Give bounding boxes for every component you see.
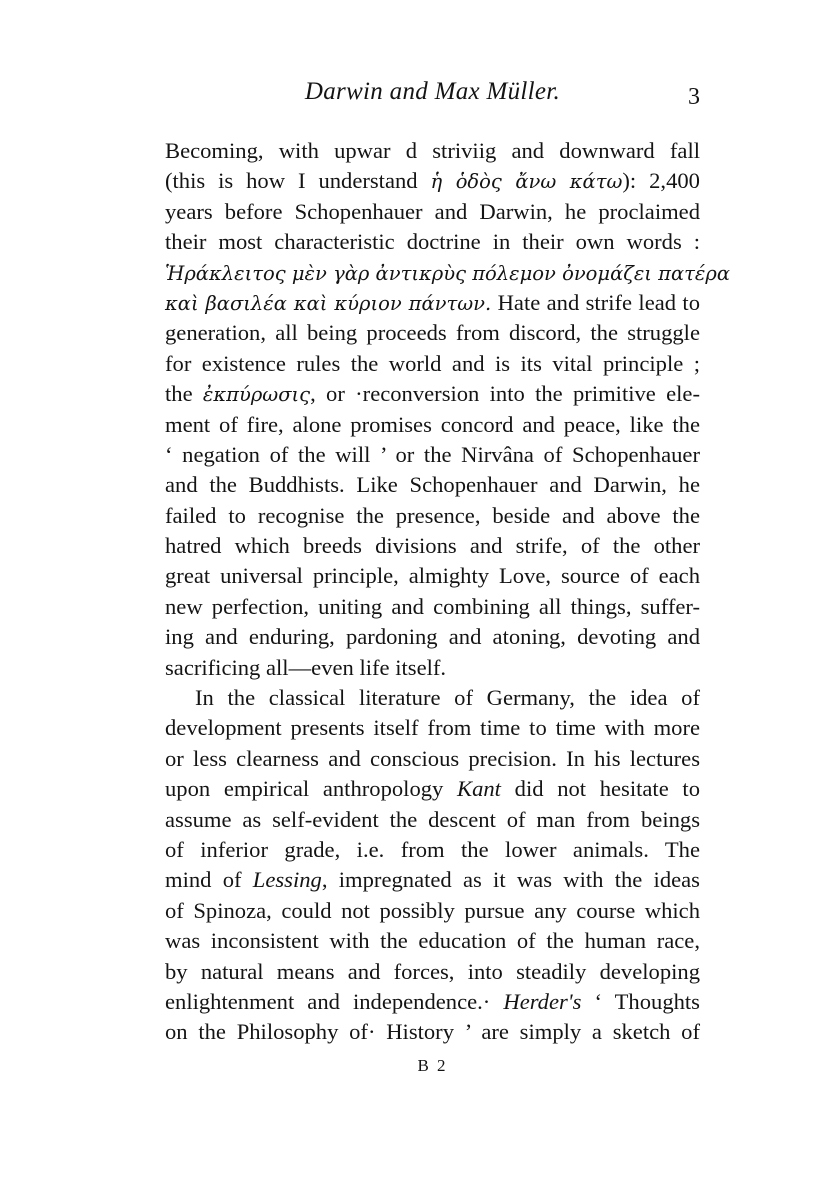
text-line: development presents itself from time to time with more <box>165 715 700 741</box>
running-title: Darwin and Max Müller. <box>304 78 561 105</box>
text-line: upon empirical anthropology Kant did not hesitate to <box>165 776 700 802</box>
body-text <box>165 136 731 1048</box>
text-line: or less clearness and conscious precision. In his lectures <box>165 745 700 771</box>
signature-mark: B 2 <box>417 1056 448 1075</box>
name-kant: Kant <box>457 776 501 802</box>
text-line: for existence rules the world and is its vital principle ; <box>165 350 700 376</box>
text-line: years before Schopenhauer and Darwin, he proclaimed <box>165 198 700 224</box>
text-line: of inferior grade, i.e. from the lower animals. The <box>165 836 700 862</box>
text-line: was inconsistent with the education of the human race, <box>165 928 700 954</box>
text-line: great universal principle, almighty Love, source of each <box>165 563 700 589</box>
text-line <box>165 258 731 288</box>
text-line: sacrificing all—even life itself. <box>165 654 447 680</box>
text-line: the ἐκπύρωσις, or ·reconversion into the primitive ele- <box>165 381 700 407</box>
name-herder: Herder's <box>503 988 582 1014</box>
greek-term: ἐκπύρωσις <box>202 383 311 407</box>
text-line: enlightenment and independence.· Herder's ‘ Thoughts <box>165 988 700 1014</box>
paragraph-first-line: In the classical literature of Germany, the idea of <box>195 685 700 711</box>
name-lessing: Lessing <box>252 867 322 893</box>
text-line: hatred which breeds divisions and strife, of the other <box>165 533 700 559</box>
text-line: and the Buddhists. Like Schopenhauer and Darwin, he <box>165 472 700 498</box>
text-line: on the Philosophy of· History ’ are simply a sketch of <box>165 1019 700 1045</box>
text-line: assume as self-evident the descent of man from beings <box>165 806 700 832</box>
text-line: generation, all being proceeds from discord, the struggle <box>165 320 700 346</box>
text-line: of Spinoza, could not possibly pursue any course which <box>165 897 700 923</box>
greek-quotation: Ἡράκλειτος μὲν γὰρ ἀντικρὺς πόλεμον ὀνομάζει πατέρα <box>165 261 731 285</box>
text-line: new perfection, uniting and combining all things, suffer- <box>165 593 700 619</box>
text-line: their most characteristic doctrine in their own words : <box>165 229 700 255</box>
text-line: ing and enduring, pardoning and atoning, devoting and <box>165 624 700 650</box>
running-header <box>165 78 700 110</box>
text-line: καὶ βασιλέα καὶ κύριον πάντων. Hate and strife lead to <box>165 289 700 315</box>
text-line: (this is how I understand ἡ ὁδὸς ἄνω κάτω): 2,400 <box>165 168 700 194</box>
text-line: failed to recognise the presence, beside and above the <box>165 502 700 528</box>
greek-phrase: ἡ ὁδὸς ἄνω κάτω <box>430 170 623 194</box>
text-line: Becoming, with upwar d striviig and downward fall <box>165 138 700 163</box>
text-line: mind of Lessing, impregnated as it was with the ideas <box>165 867 700 893</box>
text-line: ment of fire, alone promises concord and peace, like the <box>165 411 700 437</box>
page-number: 3 <box>688 84 700 110</box>
text-line: ‘ negation of the will ’ or the Nirvâna of Schopenhauer <box>165 441 700 467</box>
text-line: by natural means and forces, into steadily developing <box>165 958 700 984</box>
greek-quotation: καὶ βασιλέα καὶ κύριον πάντων. <box>165 291 492 315</box>
